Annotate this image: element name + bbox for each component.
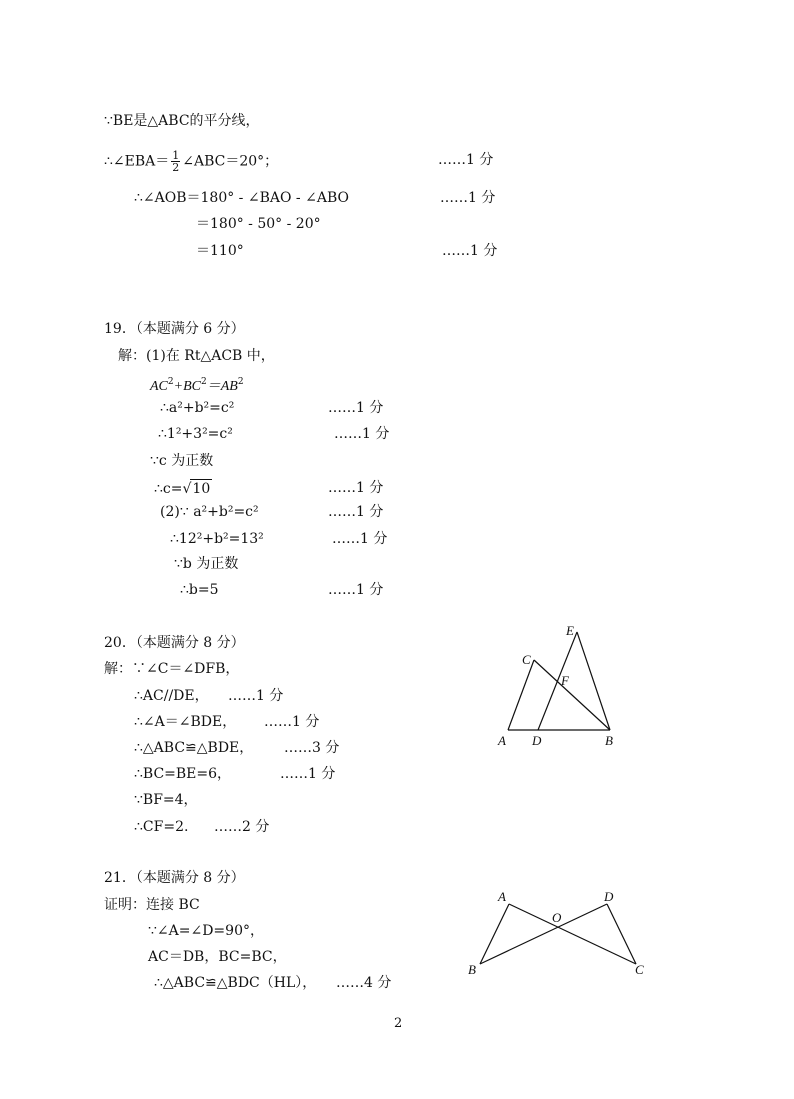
q21-line-2: ∵∠A=∠D=90°， xyxy=(148,923,264,939)
q19-c-equals: ∴c= xyxy=(154,481,183,497)
q20-label-d: D xyxy=(532,733,542,748)
prev-line-3-points: ……1 分 xyxy=(440,190,496,206)
q19-line-9: ∵b 为正数 xyxy=(174,556,239,572)
q21-line-4-points: ……4 分 xyxy=(336,975,392,991)
q19-line-6-points: ……1 分 xyxy=(328,480,384,496)
q20-line-de xyxy=(538,632,577,730)
prev-line-4: ＝180° - 50° - 20° xyxy=(196,216,321,232)
prev-line-3: ∴∠AOB＝180° - ∠BAO - ∠ABO xyxy=(134,190,349,206)
q19-square-3: 2 xyxy=(237,377,244,387)
prev-line-2a: ∴∠EBA＝ xyxy=(104,153,170,170)
sqrt-icon: √ xyxy=(182,481,192,497)
q19-line-5: ∵c 为正数 xyxy=(150,453,214,469)
q20-line-6: ∵BF=4， xyxy=(134,792,198,808)
q20-label-e: E xyxy=(566,623,574,638)
q21-label-d: D xyxy=(604,889,614,904)
prev-line-5-points: ……1 分 xyxy=(442,243,498,259)
q19-line-10-points: ……1 分 xyxy=(328,582,384,598)
prev-line-2-points: ……1 分 xyxy=(438,152,494,168)
prev-line-2 xyxy=(104,150,278,173)
q20-line-5-points: ……1 分 xyxy=(280,766,336,782)
prev-line-5: ＝110° xyxy=(196,243,244,259)
q19-square-2: 2 xyxy=(200,377,207,387)
q21-line-4: ∴△ABC≌△BDC（HL）， xyxy=(154,975,317,991)
prev-line-1: ∵BE是△ABC的平分线， xyxy=(104,113,260,129)
q21-line-db xyxy=(480,904,607,964)
q21-line-dc xyxy=(607,904,636,964)
q19-line-8-points: ……1 分 xyxy=(332,531,388,547)
q19-line-2 xyxy=(150,373,244,396)
q19-square-1: 2 xyxy=(167,377,174,387)
q20-line-7: ∴CF=2. xyxy=(134,819,189,835)
q20-line-2: ∴AC//DE， xyxy=(134,688,209,704)
fraction-numerator: 1 xyxy=(172,149,180,162)
q20-label-c: C xyxy=(522,652,531,667)
q19-line-3-points: ……1 分 xyxy=(328,400,384,416)
q19-ac: AC xyxy=(150,379,168,394)
q21-line-3: AC＝DB，BC=BC， xyxy=(148,949,287,965)
q19-line-4: ∴1²+3²=c² xyxy=(158,426,233,442)
q21-figure xyxy=(462,884,652,984)
q21-line-ac xyxy=(509,904,636,964)
q20-line-3-points: ……1 分 xyxy=(264,714,320,730)
q19-line-7-points: ……1 分 xyxy=(328,504,384,520)
q20-line-2-points: ……1 分 xyxy=(228,688,284,704)
q20-line-3: ∴∠A＝∠BDE， xyxy=(134,714,237,730)
q20-label-b: B xyxy=(605,733,613,748)
q21-label-a: A xyxy=(498,889,506,904)
q19-line-4-points: ……1 分 xyxy=(334,426,390,442)
q21-heading: 21．（本题满分 8 分） xyxy=(104,870,245,886)
q19-bc: +BC xyxy=(173,379,201,394)
prev-line-2b: ∠ABC＝20°； xyxy=(182,153,279,170)
half-fraction xyxy=(171,150,180,173)
q21-label-o: O xyxy=(552,910,562,925)
q19-line-10: ∴b=5 xyxy=(180,582,219,598)
q19-line-1: 解：(1)在 Rt△ACB 中， xyxy=(118,348,275,364)
q19-line-8: ∴12²+b²=13² xyxy=(170,531,264,547)
q19-sqrt-value: 10 xyxy=(192,481,211,497)
q19-ab: ＝AB xyxy=(206,379,238,394)
q20-line-1: 解：∵∠C＝∠DFB， xyxy=(104,661,240,677)
q20-line-7-points: ……2 分 xyxy=(214,819,270,835)
q20-line-5: ∴BC=BE=6， xyxy=(134,766,232,782)
fraction-denominator: 2 xyxy=(172,161,180,174)
q20-line-4: ∴△ABC≌△BDE， xyxy=(134,740,254,756)
q21-label-b: B xyxy=(468,962,476,977)
q21-label-c: C xyxy=(635,962,644,977)
q20-label-a: A xyxy=(498,733,506,748)
q20-label-f: F xyxy=(561,673,569,688)
q21-line-1: 证明：连接 BC xyxy=(104,897,200,913)
page-number: 2 xyxy=(394,1016,403,1031)
q20-line-4-points: ……3 分 xyxy=(284,740,340,756)
q19-line-6 xyxy=(154,479,212,498)
q19-heading: 19．（本题满分 6 分） xyxy=(104,321,245,337)
q20-line-ac xyxy=(508,660,534,730)
q19-line-3: ∴a²+b²=c² xyxy=(160,400,235,416)
q20-heading: 20．（本题满分 8 分） xyxy=(104,635,245,651)
q20-figure xyxy=(490,618,630,753)
q19-line-7: (2)∵ a²+b²=c² xyxy=(160,504,259,520)
q21-line-ab xyxy=(480,904,509,964)
